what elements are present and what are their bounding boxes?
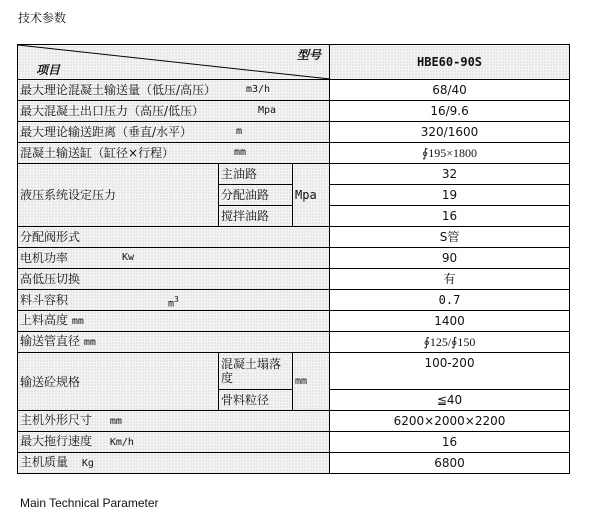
- english-caption: Main Technical Parameter: [20, 496, 159, 510]
- sub-row-label: 混凝土塌落度: [219, 353, 293, 390]
- row-label: [18, 101, 330, 122]
- row-value: 16/9.6: [330, 101, 570, 122]
- table-row: [18, 411, 570, 432]
- row-label-text: 料斗容积: [20, 293, 69, 307]
- table-row: [18, 332, 570, 353]
- row-label-text: 最大理论输送距离（垂直/水平）: [20, 125, 193, 139]
- table-row: [18, 269, 570, 290]
- row-label: [18, 311, 330, 332]
- table-row: [18, 122, 570, 143]
- table-row: [18, 432, 570, 453]
- row-value: 16: [330, 206, 570, 227]
- row-value: 100-200: [330, 353, 570, 390]
- hydraulic-unit: Mpa: [293, 164, 330, 227]
- row-label: [18, 411, 330, 432]
- unit-base: m: [168, 298, 175, 310]
- table-row: [18, 143, 570, 164]
- model-value: HBE60-90S: [330, 45, 570, 80]
- concrete-spec-label: 输送砼规格: [18, 353, 219, 411]
- row-unit: mm: [234, 147, 247, 158]
- row-value: 1400: [330, 311, 570, 332]
- row-value: 有: [330, 269, 570, 290]
- row-unit: [168, 293, 179, 311]
- row-label-text: 最大理论混凝土输送量（低压/高压）: [20, 83, 217, 97]
- table-row: [18, 101, 570, 122]
- unit-superscript: 3: [174, 295, 179, 304]
- row-label: [18, 332, 330, 353]
- table-header-row: [18, 45, 570, 80]
- table-row: [18, 290, 570, 311]
- row-label-text: 主机质量: [20, 455, 69, 469]
- row-value: S管: [330, 227, 570, 248]
- row-label: [18, 453, 330, 474]
- row-unit: mm: [109, 416, 122, 427]
- table-row: [18, 164, 570, 185]
- table-row: [18, 453, 570, 474]
- sub-row-label: 搅拌油路: [219, 206, 293, 227]
- model-label: 型号: [297, 48, 322, 62]
- header-diagonal-cell: [18, 45, 330, 80]
- row-label: [18, 248, 330, 269]
- row-unit: Mpa: [258, 105, 277, 116]
- row-label-text: 最大拖行速度: [20, 434, 93, 448]
- row-label: [18, 122, 330, 143]
- row-label: 分配阀形式: [18, 227, 330, 248]
- row-value: ≦40: [330, 390, 570, 411]
- row-label-text: 混凝土输送缸（缸径×行程）: [20, 146, 175, 160]
- row-label: [18, 432, 330, 453]
- sub-row-label: 分配油路: [219, 185, 293, 206]
- document-title: 技术参数: [18, 11, 67, 25]
- row-value: ∮125/∮150: [330, 332, 570, 353]
- hydraulic-pressure-label: 液压系统设定压力: [18, 164, 219, 227]
- technical-parameter-table: [17, 44, 570, 474]
- row-unit: Km/h: [109, 437, 134, 448]
- row-unit: Kg: [81, 458, 94, 469]
- row-label-text: 上料高度: [20, 313, 69, 327]
- row-value: 16: [330, 432, 570, 453]
- row-unit: Kw: [122, 252, 135, 263]
- row-value: 90: [330, 248, 570, 269]
- row-unit: mm: [71, 316, 84, 327]
- row-value: 32: [330, 164, 570, 185]
- row-value: 6200×2000×2200: [330, 411, 570, 432]
- table-row: [18, 227, 570, 248]
- table-row: [18, 248, 570, 269]
- row-label-text: 输送管直径: [20, 334, 81, 348]
- table-row: [18, 80, 570, 101]
- row-value: 0.7: [330, 290, 570, 311]
- row-value: 68/40: [330, 80, 570, 101]
- row-label-text: 最大混凝土出口压力（高压/低压）: [20, 104, 205, 118]
- row-unit: m: [236, 126, 243, 137]
- row-value: 320/1600: [330, 122, 570, 143]
- row-unit: m3/h: [246, 84, 271, 95]
- sub-row-label: 主油路: [219, 164, 293, 185]
- item-label: 项目: [36, 63, 61, 77]
- row-value: 6800: [330, 453, 570, 474]
- row-label-text: 主机外形尺寸: [20, 413, 93, 427]
- concrete-unit: mm: [293, 353, 330, 411]
- table-row: [18, 353, 570, 390]
- row-unit: mm: [83, 337, 96, 348]
- header-diagonal-line: [18, 45, 330, 79]
- row-label: 高低压切换: [18, 269, 330, 290]
- table-row: [18, 311, 570, 332]
- row-label: [18, 290, 330, 311]
- sub-row-label: 骨料粒径: [219, 390, 293, 411]
- row-label-text: 电机功率: [20, 251, 69, 265]
- row-value: ∮195×1800: [330, 143, 570, 164]
- row-value: 19: [330, 185, 570, 206]
- row-label: [18, 143, 330, 164]
- row-label: [18, 80, 330, 101]
